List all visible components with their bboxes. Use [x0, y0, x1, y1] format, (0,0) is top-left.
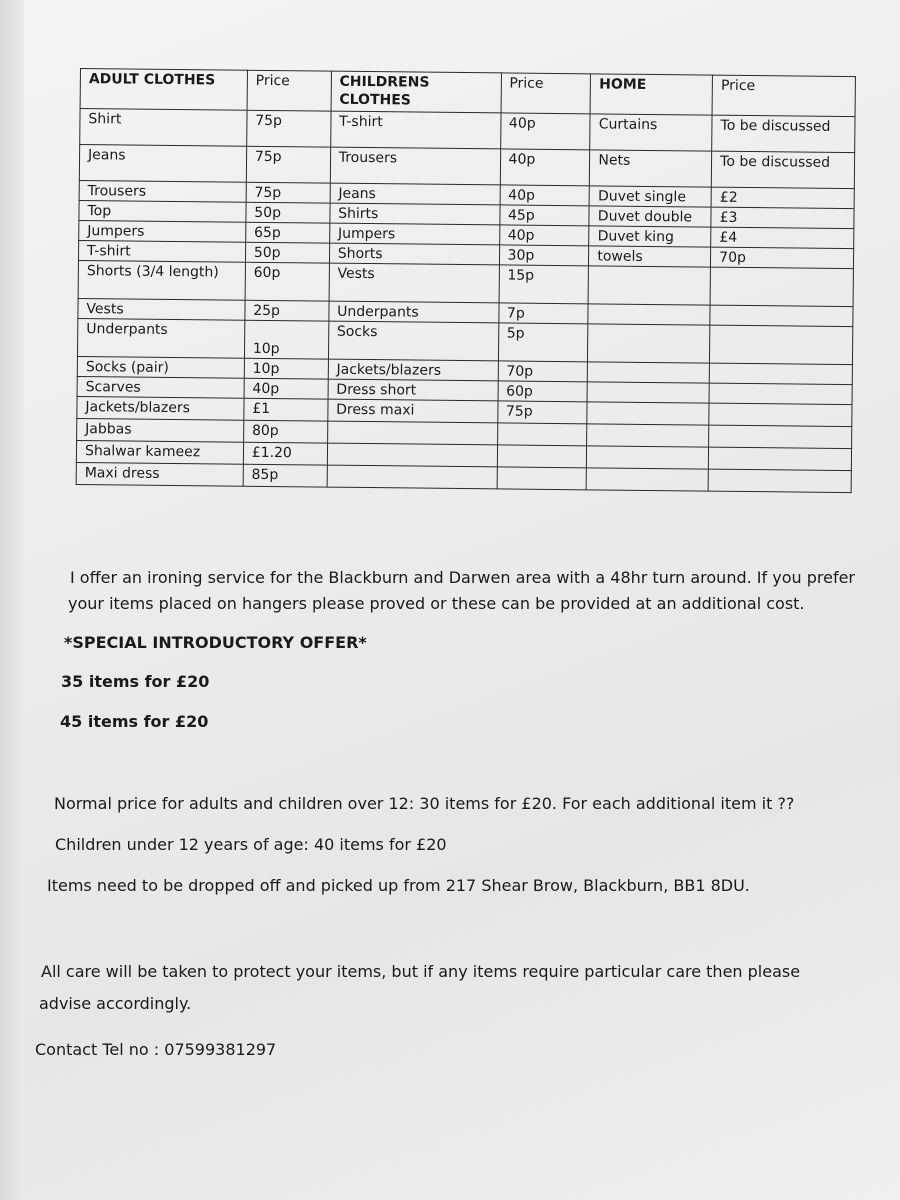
childrens-price-cell: 30p	[499, 245, 589, 266]
home-price-cell: To be discussed	[712, 115, 855, 152]
childrens-item-cell	[327, 443, 497, 467]
adult-price-cell: 75p	[246, 146, 330, 183]
childrens-item-cell: Dress short	[328, 379, 498, 401]
header-childrens-clothes: CHILDRENS CLOTHES	[331, 71, 501, 113]
adult-item-cell: Jeans	[79, 145, 246, 183]
home-item-cell	[587, 382, 709, 403]
offer-line-1: 35 items for £20	[61, 672, 210, 691]
care-line-1: All care will be taken to protect your items, but if any items require particular care then please	[41, 962, 801, 981]
home-item-cell: Duvet king	[589, 226, 711, 247]
children-price-line: Children under 12 years of age: 40 items for £20	[55, 835, 447, 854]
adult-price-cell: 80p	[243, 420, 327, 443]
home-item-cell	[587, 446, 709, 469]
childrens-item-cell: Shorts	[329, 243, 499, 265]
adult-item-cell: Shirt	[80, 109, 247, 147]
childrens-price-cell	[497, 423, 587, 446]
childrens-price-cell: 7p	[498, 303, 588, 324]
adult-item-cell: Socks (pair)	[77, 356, 244, 378]
home-price-cell	[709, 425, 852, 448]
home-price-cell: 70p	[711, 247, 854, 268]
adult-item-cell: Scarves	[77, 376, 244, 398]
childrens-price-cell: 15p	[499, 265, 589, 304]
adult-item-cell: Trousers	[79, 180, 246, 202]
childrens-item-cell	[327, 465, 497, 489]
adult-price-cell: 10p	[244, 358, 328, 379]
home-item-cell	[586, 468, 708, 491]
home-price-cell	[710, 305, 853, 326]
adult-item-cell: Shalwar kameez	[76, 440, 243, 464]
childrens-price-cell	[497, 467, 587, 490]
dropoff-line: Items need to be dropped off and picked up from 217 Shear Brow, Blackburn, BB1 8DU.	[47, 876, 750, 895]
paper-fold-shadow	[0, 0, 24, 1200]
childrens-item-cell: Trousers	[330, 147, 500, 185]
adult-price-cell: 40p	[244, 378, 328, 399]
adult-price-cell: 50p	[246, 202, 330, 223]
home-item-cell: towels	[589, 246, 711, 267]
home-price-cell	[708, 469, 851, 492]
adult-price-cell: 10p	[244, 320, 328, 359]
adult-price-cell: 75p	[246, 182, 330, 203]
contact-line: Contact Tel no : 07599381297	[35, 1040, 277, 1059]
adult-item-cell: Top	[79, 200, 246, 222]
intro-line-2: your items placed on hangers please proved or these can be provided at an additional cost.	[68, 594, 805, 613]
normal-price-line: Normal price for adults and children over 12: 30 items for £20. For each additional item it ??	[54, 794, 795, 813]
childrens-item-cell: Shirts	[330, 203, 500, 225]
adult-item-cell: Jumpers	[79, 220, 246, 242]
childrens-item-cell: Jeans	[330, 183, 500, 205]
header-adult-price: Price	[247, 70, 331, 111]
adult-price-cell: 50p	[245, 242, 329, 263]
home-item-cell: Duvet double	[589, 206, 711, 227]
adult-price-cell: 65p	[245, 222, 329, 243]
header-adult-clothes: ADULT CLOTHES	[80, 69, 247, 111]
adult-item-cell: Shorts (3/4 length)	[78, 260, 245, 300]
adult-item-cell: Jabbas	[77, 418, 244, 442]
childrens-price-cell: 75p	[497, 401, 587, 424]
childrens-price-cell: 40p	[500, 113, 590, 150]
home-item-cell	[588, 304, 710, 325]
adult-price-cell: £1.20	[243, 442, 327, 465]
home-price-cell	[709, 403, 852, 426]
header-home-price: Price	[712, 75, 855, 116]
adult-price-cell: 25p	[245, 300, 329, 321]
home-item-cell	[588, 362, 710, 383]
childrens-price-cell: 5p	[498, 323, 588, 362]
childrens-item-cell: Underpants	[329, 301, 499, 323]
home-price-cell	[709, 363, 852, 384]
home-item-cell	[587, 402, 709, 425]
childrens-price-cell: 70p	[498, 361, 588, 382]
home-price-cell	[709, 383, 852, 404]
home-item-cell	[588, 266, 710, 305]
home-price-cell: £2	[711, 187, 854, 208]
childrens-item-cell: Socks	[328, 321, 498, 361]
home-price-cell	[710, 267, 853, 306]
adult-item-cell: Maxi dress	[76, 462, 243, 486]
home-price-cell	[709, 447, 852, 470]
childrens-item-cell: Jackets/blazers	[328, 359, 498, 381]
childrens-price-cell	[497, 445, 587, 468]
childrens-price-cell: 45p	[499, 205, 589, 226]
header-childrens-price: Price	[501, 73, 591, 114]
offer-title: *SPECIAL INTRODUCTORY OFFER*	[64, 633, 367, 652]
offer-line-2: 45 items for £20	[60, 712, 209, 731]
home-item-cell	[587, 424, 709, 447]
home-item-cell: Curtains	[590, 114, 712, 151]
home-item-cell	[588, 324, 710, 363]
childrens-price-cell: 40p	[499, 225, 589, 246]
adult-price-cell: 60p	[245, 262, 329, 301]
care-line-2: advise accordingly.	[39, 994, 192, 1013]
header-home: HOME	[590, 74, 712, 115]
childrens-price-cell: 60p	[498, 381, 588, 402]
childrens-item-cell: Vests	[329, 263, 499, 303]
home-price-cell: £3	[711, 207, 854, 228]
intro-line-1: I offer an ironing service for the Blackburn and Darwen area with a 48hr turn around. If you prefer	[70, 568, 855, 587]
adult-price-cell: 75p	[247, 110, 331, 147]
adult-item-cell: Underpants	[77, 318, 244, 358]
childrens-item-cell: T-shirt	[330, 111, 500, 149]
price-table	[76, 68, 856, 493]
childrens-item-cell: Jumpers	[329, 223, 499, 245]
home-item-cell: Nets	[590, 150, 712, 187]
childrens-price-cell: 40p	[500, 149, 590, 186]
adult-item-cell: T-shirt	[78, 240, 245, 262]
home-item-cell: Duvet single	[589, 186, 711, 207]
adult-item-cell: Jackets/blazers	[77, 396, 244, 420]
childrens-item-cell: Dress maxi	[328, 399, 498, 423]
adult-price-cell: £1	[244, 398, 328, 421]
home-price-cell	[710, 325, 853, 364]
home-price-cell: £4	[711, 227, 854, 248]
adult-price-cell: 85p	[243, 464, 327, 487]
childrens-price-cell: 40p	[500, 185, 590, 206]
home-price-cell: To be discussed	[711, 151, 854, 188]
adult-item-cell: Vests	[78, 298, 245, 320]
childrens-item-cell	[327, 421, 497, 445]
